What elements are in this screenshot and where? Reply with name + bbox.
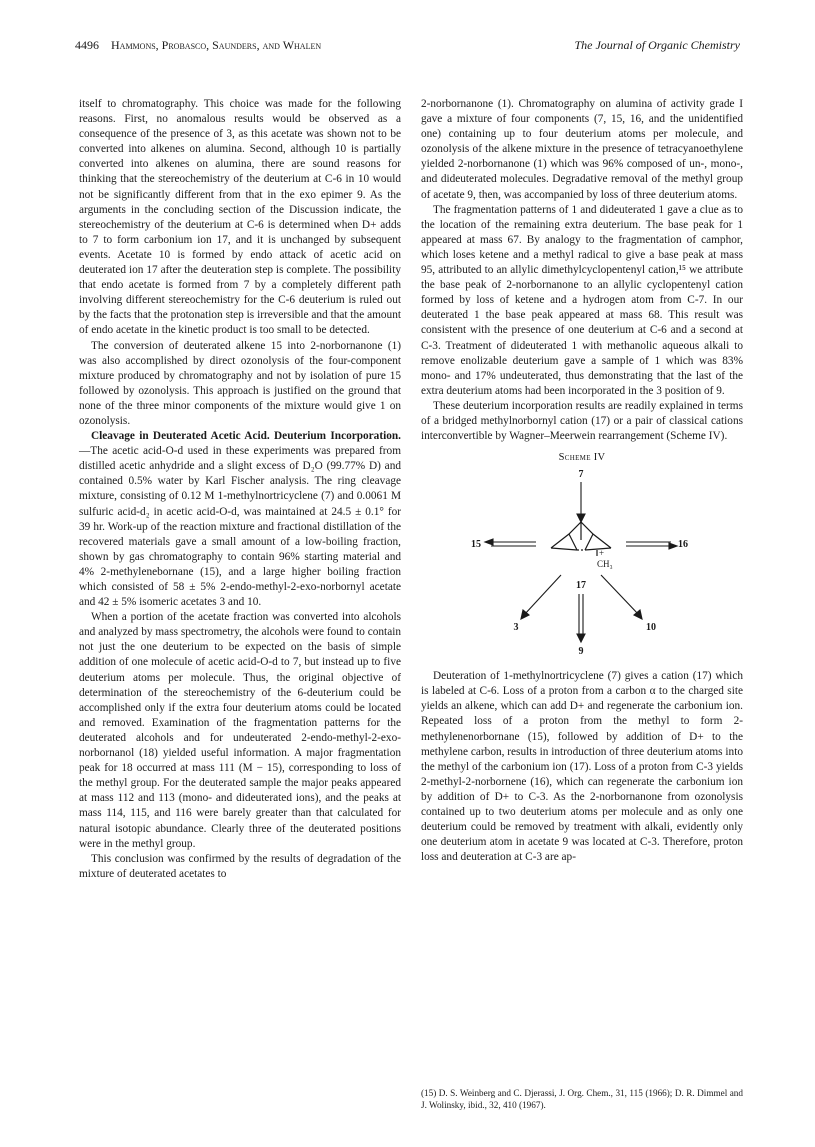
compound-16-label: 16 bbox=[678, 539, 688, 551]
left-paragraph-1: itself to chromatography. This choice was made for the following reasons. First, no anomalous results would be observed as a consequence of the presence of 3, as this acetate was shown not to be converted into alkenes on alumina. Second, although 10 is partially converted into alkenes on alumina, there are sound reasons for thinking that the stereochemistry of the deuterium at C-6 in 10 would not be significantly different from that in the exo epimer 9. As the arguments in the concluding section of the Discussion indicate, the stereochemistry of the deuterium at C-6 is determined when D+ adds to 7 to form carbonium ion 17, and it is unchanged by subsequent events. Acetate 10 is formed by endo attack of acetic acid on deuterated ion 17 after the deuteration step is complete. The possibility that endo acetate is formed from 7 by a completely different path involving different stereochemistry for the C-6 deuterium is ruled out by the facts that the protonation step is irreversible and that the amount of endo acetate in the kinetic product is too small to be detected. bbox=[79, 98, 401, 337]
page-header bbox=[75, 38, 740, 58]
scheme-svg bbox=[421, 450, 743, 665]
left-paragraph-3 bbox=[79, 429, 401, 610]
scheme-iv-diagram bbox=[421, 450, 743, 665]
compound-3-label: 3 bbox=[513, 622, 519, 634]
compound-10-label: 10 bbox=[646, 622, 656, 634]
page-number: 4496 bbox=[75, 38, 99, 52]
section-heading: Cleavage in Deuterated Acetic Acid. Deuterium Incorporation. bbox=[91, 430, 401, 443]
left-paragraph-4: When a portion of the acetate fraction was converted into alcohols and analyzed by mass spectrometry, the alcohols were found to contain not just the one deuterium to be expected on the basis of simple addition of one molecule of acetic acid-O-d to 7, but instead up to five deuterium atoms per molecule. Thus, the original objective of determination of the stereochemistry of the 6-deuterium could be accomplished only if the extra four deuterium atoms could be located and removed. Examination of the fragmentation patterns for the deuterated alcohols and for undeuterated 2-endo-methyl-2-exo-norbornanol (18) yielded useful information. A major fragmentation peak for 18 occurred at mass 111 (M − 15), corresponding to loss of the methyl group. For the deuterated sample the major peaks appeared at mass 112 and 113 (mono- and dideuterated ions), and the peaks at mass 114, 115, and 116 were barely greater than that calculated for natural isotopic abundance. Clearly three of the deuterated positions were in the methyl group. bbox=[79, 611, 401, 850]
section-body: —The acetic acid-O-d used in these experiments was prepared from distilled acetic anhydride and a slight excess of D₂O (99.77% D) and contained 0.5% water by Karl Fischer analysis. The ring cleavage mixture, consisting of 0.12 M 1-methylnortricyclene (7) and 0.0061 M sulfuric acid-d₂ in acetic acid-O-d, was maintained at 24.5 ± 0.1° for 39 hr. Work-up of the reaction mixture and fractional distillation of the recovered materials gave a small amount of a low-boiling fraction, shown by gas chromatography to contain 96% starting material and 4% 2-methylenebornane (15), and a large higher boiling fraction which consisted of 58 ± 5% 2-endo-methyl-2-exo-norbornyl acetate and 42 ± 5% isomeric acetates 3 and 10. bbox=[79, 445, 401, 609]
right-paragraph-2: The fragmentation patterns of 1 and dideuterated 1 gave a clue as to the location of the remaining extra deuterium. The base peak for 1 appeared at mass 67. By analogy to the fragmentation of camphor, which loses ketene and a methyl radical to give a base peak at mass 95, attributed to an allylic dimethylcyclopentenyl cation,¹⁵ we attribute the base peak of 2-norbornanone to an allylic cyclopentenyl cation formed by loss of ketene and a hydrogen atom from C-7. In our deuterated 1 the base peak appeared at mass 68. This result was consistent with the presence of one deuterium at C-6 and a second at C-3. Treatment of dideuterated 1 with methanolic aqueous alkali to remove enolizable deuterium gave a sample of 1 which was 83% mono- and 17% undeuterated, thus demonstrating that the last of the extra deuterium atoms had been incorporated in the 3 position of 9. bbox=[421, 203, 743, 397]
left-paragraph-2: The conversion of deuterated alkene 15 into 2-norbornanone (1) was also accomplished by direct ozonolysis of the four-component mixture produced by chromatography and not by isolation of pure 15 followed by ozonolysis. This approach is justified on the ground that none of the three minor components of the mixture would give 1 on ozonolysis. bbox=[79, 339, 401, 427]
journal-title: The Journal of Organic Chemistry bbox=[574, 38, 740, 52]
running-authors: Hammons, Probasco, Saunders, and Whalen bbox=[111, 38, 322, 52]
cation-charge: + bbox=[599, 548, 605, 559]
footnote-15: (15) D. S. Weinberg and C. Djerassi, J. Org. Chem., 31, 115 (1966); D. R. Dimmel and J. Wolinsky, ibid., 32, 410 (1967). bbox=[421, 1088, 743, 1110]
methyl-label: CH₃ bbox=[597, 559, 613, 570]
left-column bbox=[79, 97, 401, 882]
scheme-title: Scheme IV bbox=[558, 452, 606, 464]
compound-7-label: 7 bbox=[578, 469, 584, 481]
compound-15-label: 15 bbox=[471, 539, 481, 551]
right-paragraph-1: 2-norbornanone (1). Chromatography on alumina of activity grade I gave a mixture of four components (7, 15, 16, and the unidentified one) containing up to four deuterium atoms per molecule, and ozonolysis of the alkene mixture in the presence of tetracyanoethylene yielded 2-norbornanone (1) which was 96% composed of un-, mono-, and dideuterated molecules. Degradative removal of the methyl group of acetate 9, then, was accompanied by loss of three deuterium atoms. bbox=[421, 98, 743, 201]
left-paragraph-5: This conclusion was confirmed by the results of degradation of the mixture of deuterated acetates to bbox=[79, 852, 401, 880]
right-paragraph-3: These deuterium incorporation results are readily explained in terms of a bridged methylnorbornyl cation (17) or a pair of classical cations interconvertible by Wagner–Meerwein rearrangement (Scheme IV). bbox=[421, 399, 743, 443]
header-page-authors bbox=[75, 38, 321, 53]
compound-9-label: 9 bbox=[578, 646, 584, 658]
compound-17-label: 17 bbox=[576, 580, 586, 592]
right-column bbox=[421, 97, 743, 865]
right-paragraph-4: Deuteration of 1-methylnortricyclene (7) gives a cation (17) which is labeled at C-6. Loss of a proton from a carbon α to the charged site yields an alkene, which can add D+ and regenerate the carbonium ion. Repeated loss of a proton from the methyl to form 2-methylenenorbornane (15), followed by addition of D+ to the methylene carbon, results in introduction of three deuterium atoms into the methyl of the carbonium ion (17). Loss of a proton from C-3 yields 2-methyl-2-norbornene (16), which can regenerate the carbonium ion by addition of D+ to C-3. As the 2-norbornanone from ozonolysis contained up to two deuterium atoms per molecule and as only one deuterium could be removed by treatment with alkali, evidently only one deuterium atom in acetate 9 was located at C-3. Therefore, proton loss and deuteration at C-3 are ap- bbox=[421, 670, 743, 864]
